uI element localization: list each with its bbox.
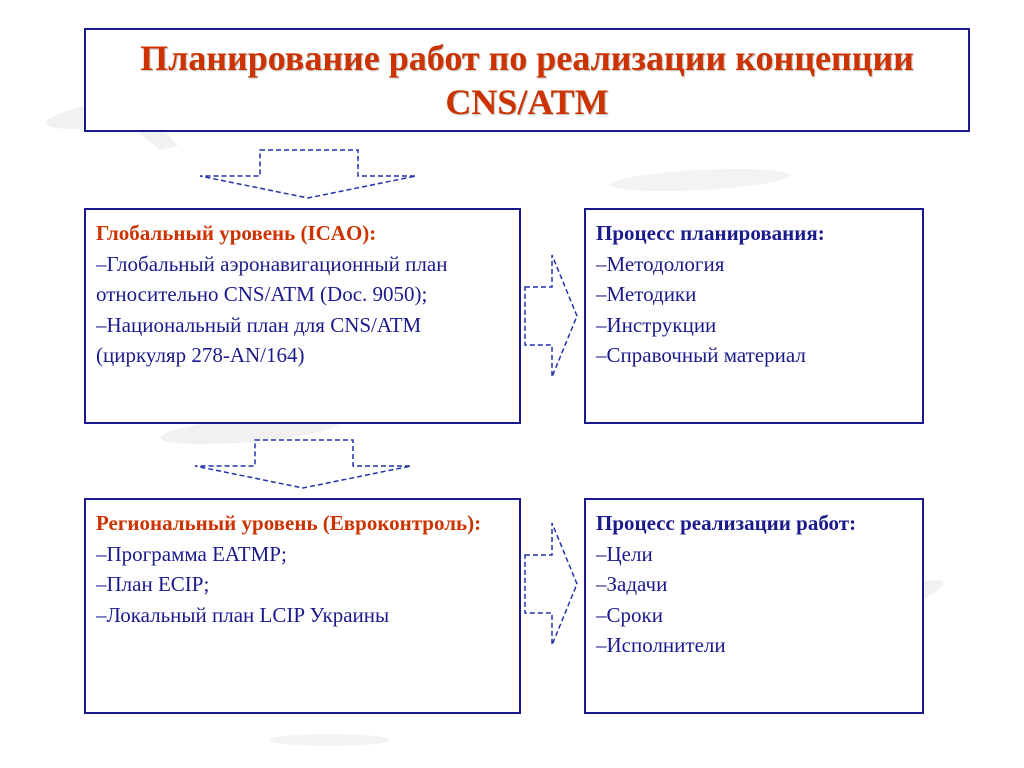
regional-level-heading: Региональный уровень (Евроконтроль): — [96, 511, 482, 535]
list-item: –Методология — [596, 251, 725, 276]
list-item: –Национальный план для CNS/ATM (циркуляр 278-AN/164) — [96, 312, 422, 367]
list-item: –Цели — [596, 541, 653, 566]
list-item: –Локальный план LCIP Украины — [96, 602, 390, 627]
arrow-down-dashed-icon — [195, 148, 421, 202]
planning-process-heading: Процесс планирования: — [596, 221, 825, 245]
list-item: –Глобальный аэронавигационный план относительно CNS/ATM (Doc. 9050); — [96, 251, 448, 306]
regional-level-box — [84, 498, 521, 714]
arrow-right-dashed-icon — [522, 520, 580, 648]
list-item: –Справочный материал — [596, 343, 806, 367]
global-level-box — [84, 208, 521, 424]
title-box — [84, 28, 970, 132]
global-level-heading: Глобальный уровень (ICAO): — [96, 221, 377, 245]
arrow-down-dashed-icon — [190, 438, 416, 492]
list-item: –Задачи — [596, 572, 668, 596]
page-title: Планирование работ по реализации концепции CNS/ATM — [140, 38, 914, 122]
arrow-right-dashed-icon — [522, 252, 580, 380]
list-item: –План ECIP; — [96, 572, 210, 596]
realization-process-heading: Процесс реализации работ: — [596, 511, 857, 535]
list-item: –Методики — [596, 282, 697, 306]
list-item: –Программа EATMP; — [96, 541, 287, 566]
list-item: –Сроки — [596, 602, 663, 627]
realization-process-box — [584, 498, 924, 714]
planning-process-box — [584, 208, 924, 424]
list-item: –Исполнители — [596, 633, 726, 657]
list-item: –Инструкции — [596, 312, 717, 337]
